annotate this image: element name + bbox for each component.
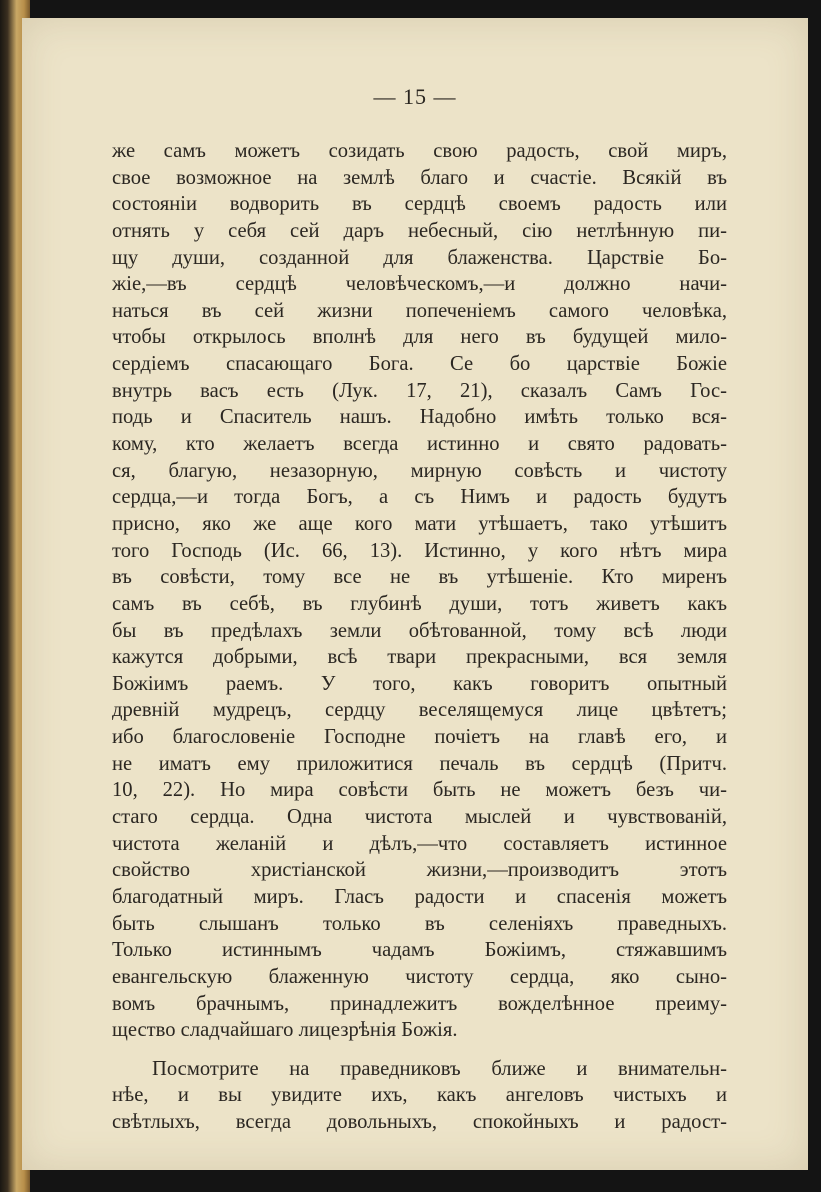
text-line: свѣтлыхъ, всегда довольныхъ, спокойныхъ и радост- bbox=[112, 1111, 727, 1134]
page-text bbox=[112, 138, 727, 1136]
text-line: наться въ сей жизни попеченіемъ самого человѣка, bbox=[112, 299, 727, 322]
book-page bbox=[22, 18, 808, 1170]
text-line: евангельскую блаженную чистоту сердца, яко сыно- bbox=[112, 965, 727, 988]
text-line: жіе,—въ сердцѣ человѣческомъ,—и должно начи- bbox=[112, 273, 727, 296]
text-line: чтобы открылось вполнѣ для него въ будущей мило- bbox=[112, 326, 727, 349]
text-line: бы въ предѣлахъ земли обѣтованной, тому всѣ люди bbox=[112, 619, 727, 642]
text-line: Божіимъ раемъ. У того, какъ говоритъ опытный bbox=[112, 672, 727, 695]
text-line: ибо благословеніе Господне почіетъ на главѣ его, и bbox=[112, 726, 727, 749]
text-line: сердца,—и тогда Богъ, а съ Нимъ и радость будутъ bbox=[112, 486, 727, 509]
text-line: 10, 22). Но мира совѣсти быть не можетъ безъ чи- bbox=[112, 779, 727, 802]
text-line: состояніи водворить въ сердцѣ своемъ радость или bbox=[112, 193, 727, 216]
text-line: нѣе, и вы увидите ихъ, какъ ангеловъ чистыхъ и bbox=[112, 1084, 727, 1107]
text-line: Только истиннымъ чадамъ Божіимъ, стяжавшимъ bbox=[112, 939, 727, 962]
text-line: свое возможное на землѣ благо и счастіе. Всякій въ bbox=[112, 166, 727, 189]
text-line: присно, яко же аще кого мати утѣшаетъ, тако утѣшитъ bbox=[112, 512, 727, 535]
text-line: древній мудрецъ, сердцу веселящемуся лице цвѣтетъ; bbox=[112, 699, 727, 722]
page-number: — 15 — bbox=[373, 84, 457, 109]
text-line: отнять у себя сей даръ небесный, сію нетлѣнную пи- bbox=[112, 219, 727, 242]
text-line: сердіемъ спасающаго Бога. Се бо царствіе Божіе bbox=[112, 353, 727, 376]
text-line: ся, благую, незазорную, мирную совѣсть и чистоту bbox=[112, 459, 727, 482]
text-line: Посмотрите на праведниковъ ближе и внимательн- bbox=[152, 1057, 727, 1080]
text-line: самъ въ себѣ, въ глубинѣ души, тотъ живетъ какъ bbox=[112, 592, 727, 615]
text-line: щество сладчайшаго лицезрѣнія Божія. bbox=[112, 1019, 458, 1042]
text-line: же самъ можетъ созидать свою радость, свой миръ, bbox=[112, 140, 727, 162]
text-line: быть слышанъ только въ селеніяхъ праведныхъ. bbox=[112, 912, 727, 935]
text-line: того Господь (Ис. 66, 13). Истинно, у кого нѣтъ мира bbox=[112, 539, 727, 562]
paragraph-1 bbox=[112, 138, 727, 1044]
text-line: кажутся добрыми, всѣ твари прекрасными, вся земля bbox=[112, 646, 727, 669]
text-line: благодатный миръ. Гласъ радости и спасенія можетъ bbox=[112, 885, 727, 908]
text-line: въ совѣсти, тому все не въ утѣшеніе. Кто миренъ bbox=[112, 566, 727, 589]
text-line: не иматъ ему приложитися печаль въ сердцѣ (Притч. bbox=[112, 752, 727, 775]
text-line: вомъ брачнымъ, принадлежитъ вожделѣнное преиму- bbox=[112, 992, 727, 1015]
text-line: стаго сердца. Одна чистота мыслей и чувствованій, bbox=[112, 806, 727, 829]
paragraph-gap bbox=[112, 1044, 727, 1056]
paragraph-2 bbox=[112, 1056, 727, 1136]
text-line: щу души, созданной для блаженства. Царствіе Бо- bbox=[112, 246, 727, 269]
text-line: подь и Спаситель нашъ. Надобно имѣть только вся- bbox=[112, 406, 727, 429]
text-line: свойство христіанской жизни,—производитъ этотъ bbox=[112, 859, 727, 882]
text-line: кому, кто желаетъ всегда истинно и свято радовать- bbox=[112, 433, 727, 456]
text-line: внутрь васъ есть (Лук. 17, 21), сказалъ Самъ Гос- bbox=[112, 379, 727, 402]
text-line: чистота желаній и дѣлъ,—что составляетъ истинное bbox=[112, 832, 727, 855]
